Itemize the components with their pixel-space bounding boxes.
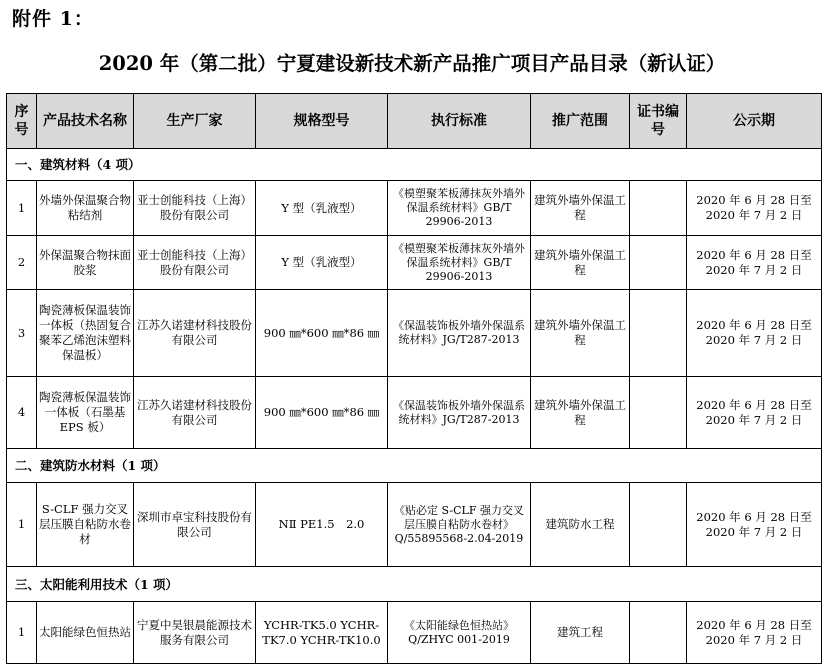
section-title: 二、建筑防水材料（1 项） bbox=[7, 449, 822, 483]
cell-maker: 亚士创能科技（上海）股份有限公司 bbox=[134, 181, 256, 236]
cell-standard: 《模塑聚苯板薄抹灰外墙外保温系统材料》GB/T 29906-2013 bbox=[388, 181, 531, 236]
page-title: 2020 年（第二批）宁夏建设新技术新产品推广项目产品目录（新认证） bbox=[98, 52, 726, 75]
col-header-name: 产品技术名称 bbox=[37, 94, 134, 149]
cell-model: Y 型（乳液型） bbox=[256, 236, 388, 290]
cell-name: 太阳能绿色恒热站 bbox=[37, 602, 134, 664]
section-row bbox=[7, 449, 822, 483]
cell-maker: 江苏久诺建材科技股份有限公司 bbox=[134, 377, 256, 449]
col-header-period: 公示期 bbox=[687, 94, 822, 149]
cell-standard: 《模塑聚苯板薄抹灰外墙外保温系统材料》GB/T 29906-2013 bbox=[388, 236, 531, 290]
cell-cert bbox=[630, 181, 687, 236]
cell-model: 900 ㎜*600 ㎜*86 ㎜ bbox=[256, 377, 388, 449]
cell-period: 2020 年 6 月 28 日至 2020 年 7 月 2 日 bbox=[687, 290, 822, 377]
table-row bbox=[7, 181, 822, 236]
table-header-row bbox=[7, 94, 822, 149]
cell-cert bbox=[630, 377, 687, 449]
cell-period: 2020 年 6 月 28 日至 2020 年 7 月 2 日 bbox=[687, 602, 822, 664]
cell-model: YCHR-TK5.0 YCHR-TK7.0 YCHR-TK10.0 bbox=[256, 602, 388, 664]
section-title: 三、太阳能利用技术（1 项） bbox=[7, 567, 822, 602]
table-row bbox=[7, 602, 822, 664]
cell-scope: 建筑外墙外保温工程 bbox=[531, 181, 630, 236]
cell-maker: 亚士创能科技（上海）股份有限公司 bbox=[134, 236, 256, 290]
cell-scope: 建筑外墙外保温工程 bbox=[531, 290, 630, 377]
cell-standard: 《保温装饰板外墙外保温系统材料》JG/T287-2013 bbox=[388, 377, 531, 449]
col-header-model: 规格型号 bbox=[256, 94, 388, 149]
cell-model: Y 型（乳液型） bbox=[256, 181, 388, 236]
cell-name: 陶瓷薄板保温装饰一体板（石墨基 EPS 板） bbox=[37, 377, 134, 449]
cell-name: 外保温聚合物抹面胶浆 bbox=[37, 236, 134, 290]
cell-seq: 3 bbox=[7, 290, 37, 377]
cell-period: 2020 年 6 月 28 日至 2020 年 7 月 2 日 bbox=[687, 377, 822, 449]
section-title: 一、建筑材料（4 项） bbox=[7, 149, 822, 181]
cell-standard: 《贴必定 S-CLF 强力交叉层压膜自粘防水卷材》Q/55895568-2.04-2019 bbox=[388, 483, 531, 567]
cell-standard: 《保温装饰板外墙外保温系统材料》JG/T287-2013 bbox=[388, 290, 531, 377]
col-header-scope: 推广范围 bbox=[531, 94, 630, 149]
cell-standard: 《太阳能绿色恒热站》Q/ZHYC 001-2019 bbox=[388, 602, 531, 664]
col-header-cert: 证书编号 bbox=[630, 94, 687, 149]
cell-model: 900 ㎜*600 ㎜*86 ㎜ bbox=[256, 290, 388, 377]
cell-maker: 深圳市卓宝科技股份有限公司 bbox=[134, 483, 256, 567]
cell-cert bbox=[630, 236, 687, 290]
cell-name: 陶瓷薄板保温装饰一体板（热固复合聚苯乙烯泡沫塑料保温板） bbox=[37, 290, 134, 377]
section-row bbox=[7, 149, 822, 181]
cell-seq: 2 bbox=[7, 236, 37, 290]
attachment-label: 附件 1： bbox=[12, 8, 94, 30]
col-header-seq: 序号 bbox=[7, 94, 37, 149]
cell-seq: 1 bbox=[7, 483, 37, 567]
col-header-maker: 生产厂家 bbox=[134, 94, 256, 149]
cell-cert bbox=[630, 602, 687, 664]
table-row bbox=[7, 377, 822, 449]
section-row bbox=[7, 567, 822, 602]
product-catalog-table bbox=[6, 93, 822, 664]
table-row bbox=[7, 483, 822, 567]
cell-maker: 江苏久诺建材科技股份有限公司 bbox=[134, 290, 256, 377]
cell-period: 2020 年 6 月 28 日至 2020 年 7 月 2 日 bbox=[687, 236, 822, 290]
cell-period: 2020 年 6 月 28 日至 2020 年 7 月 2 日 bbox=[687, 181, 822, 236]
cell-scope: 建筑防水工程 bbox=[531, 483, 630, 567]
cell-seq: 1 bbox=[7, 181, 37, 236]
cell-seq: 4 bbox=[7, 377, 37, 449]
cell-seq: 1 bbox=[7, 602, 37, 664]
cell-maker: 宁夏中昊银晨能源技术服务有限公司 bbox=[134, 602, 256, 664]
cell-scope: 建筑外墙外保温工程 bbox=[531, 377, 630, 449]
cell-name: S-CLF 强力交叉层压膜自粘防水卷材 bbox=[37, 483, 134, 567]
col-header-standard: 执行标准 bbox=[388, 94, 531, 149]
cell-name: 外墙外保温聚合物粘结剂 bbox=[37, 181, 134, 236]
cell-scope: 建筑外墙外保温工程 bbox=[531, 236, 630, 290]
table-row bbox=[7, 236, 822, 290]
cell-scope: 建筑工程 bbox=[531, 602, 630, 664]
cell-period: 2020 年 6 月 28 日至 2020 年 7 月 2 日 bbox=[687, 483, 822, 567]
cell-cert bbox=[630, 483, 687, 567]
cell-model: NⅡ PE1.5 2.0 bbox=[256, 483, 388, 567]
cell-cert bbox=[630, 290, 687, 377]
table-row bbox=[7, 290, 822, 377]
